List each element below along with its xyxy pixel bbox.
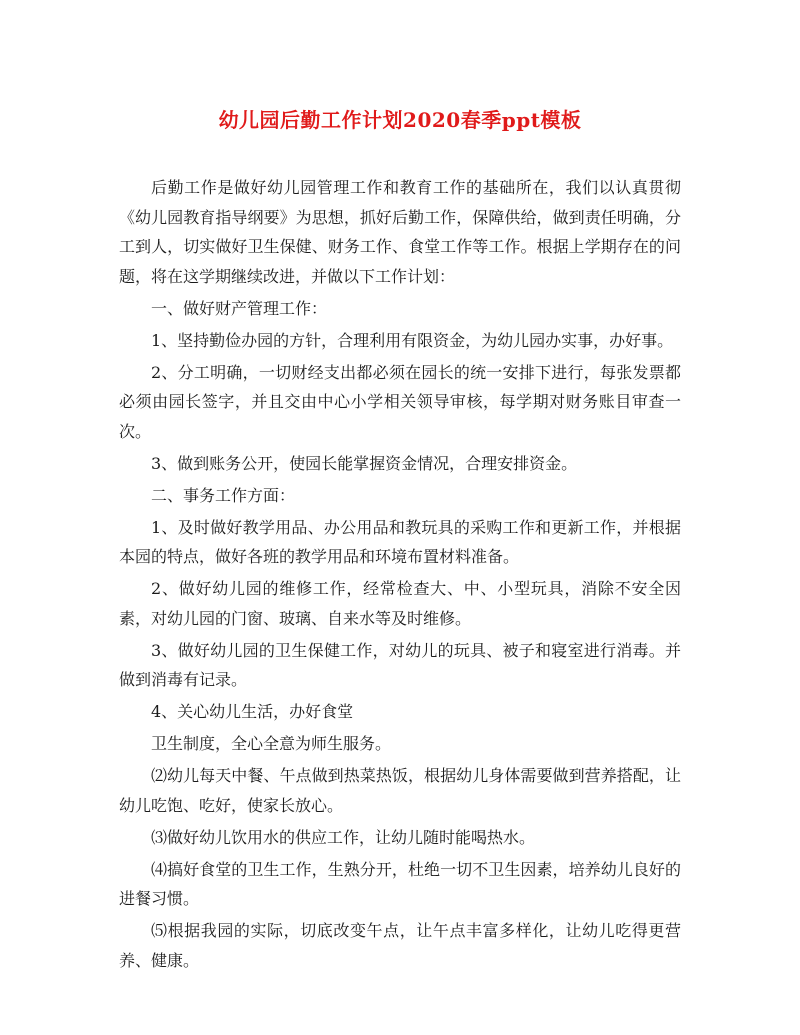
paragraph-item-2: ⑵幼儿每天中餐、午点做到热菜热饭，根据幼儿身体需要做到营养搭配，让幼儿吃饱、吃好，使家长放心。 (119, 766, 681, 815)
document-title: 幼儿园后勤工作计划2020春季ppt模板 (218, 108, 582, 132)
paragraph-affairs-4: 4、关心幼儿生活，办好食堂 (151, 702, 354, 721)
paragraph-property-2: 2、分工明确，一切财经支出都必须在园长的统一安排下进行，每张发票都必须由园长签字，并且交由中心小学相关领导审核，每学期对财务账目审查一次。 (119, 362, 681, 441)
paragraph-property-1: 1、坚持勤俭办园的方针，合理利用有限资金，为幼儿园办实事，办好事。 (151, 330, 674, 350)
section-heading-affairs: 二、事务工作方面： (151, 485, 296, 505)
paragraph-item-5: ⑸根据我园的实际，切底改变午点，让午点丰富多样化，让幼儿吃得更营养、健康。 (119, 921, 681, 970)
paragraph-property-3: 3、做到账务公开，使园长能掌握资金情况，合理安排资金。 (151, 453, 578, 473)
paragraph-intro: 后勤工作是做好幼儿园管理工作和教育工作的基础所在，我们以认真贯彻《幼儿园教育指导纲要》为思想，抓好后勤工作，保障供给，做到责任明确，分工到人，切实做好卫生保健、财务工作、食堂工作等工作。根据上学期存在的问题，将在这学期继续改进，并做以下工作计划： (119, 178, 681, 286)
paragraph-affairs-2: 2、做好幼儿园的维修工作，经常检查大、中、小型玩具，消除不安全因素，对幼儿园的门窗、玻璃、自来水等及时维修。 (119, 579, 681, 628)
paragraph-item-4: ⑷搞好食堂的卫生工作，生熟分开，杜绝一切不卫生因素，培养幼儿良好的进餐习惯。 (119, 859, 681, 908)
paragraph-affairs-1: 1、及时做好教学用品、办公用品和教玩具的采购工作和更新工作，并根据本园的特点，做好各班的教学用品和环境布置材料准备。 (119, 517, 681, 566)
paragraph-affairs-3: 3、做好幼儿园的卫生保健工作，对幼儿的玩具、被子和寝室进行消毒。并做到消毒有记录。 (119, 640, 681, 689)
document-body (119, 173, 681, 978)
section-heading-property: 一、做好财产管理工作： (151, 298, 328, 318)
paragraph-hygiene: 卫生制度，全心全意为师生服务。 (151, 734, 392, 753)
paragraph-item-3: ⑶做好幼儿饮用水的供应工作，让幼儿随时能喝热水。 (151, 827, 536, 847)
